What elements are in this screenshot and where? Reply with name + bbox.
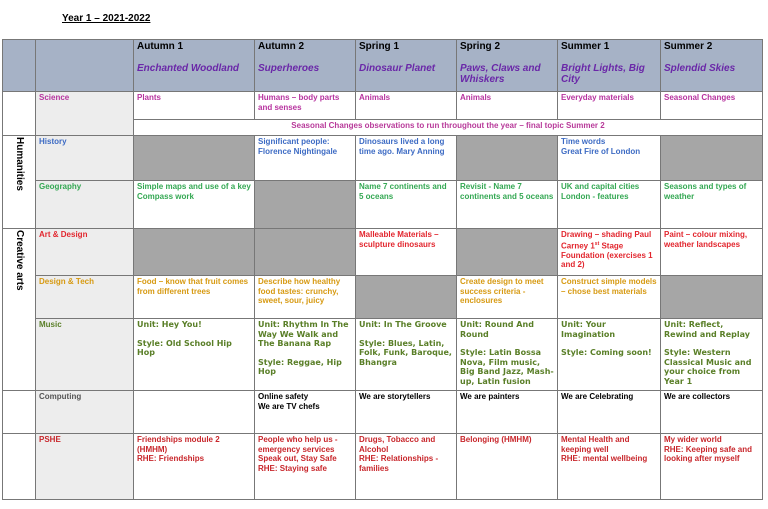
science-cell: Animals [356, 92, 457, 120]
science-cell: Seasonal Changes [661, 92, 763, 120]
header-row [3, 40, 763, 92]
music-cell: Unit: Your Imagination Style: Coming soon! [558, 319, 661, 391]
empty-cell [457, 229, 558, 276]
empty-cell [134, 229, 255, 276]
science-cell: Plants [134, 92, 255, 120]
music-row [3, 319, 763, 391]
music-cell: Unit: Reflect, Rewind and Replay Style: Western Classical Music and your choice from Year 1 [661, 319, 763, 391]
computing-cell: We are Celebrating [558, 391, 661, 434]
empty-cell [134, 391, 255, 434]
empty-cell [255, 229, 356, 276]
dt-row [3, 276, 763, 319]
subject-music: Music [36, 319, 134, 391]
geography-row [3, 181, 763, 229]
pshe-cell: Belonging (HMHM) [457, 434, 558, 500]
pshe-cell: Friendships module 2 (HMHM) RHE: Friendships [134, 434, 255, 500]
music-cell: Unit: Hey You! Style: Old School Hip Hop [134, 319, 255, 391]
computing-cell: We are storytellers [356, 391, 457, 434]
pshe-row [3, 434, 763, 500]
art-row [3, 229, 763, 276]
subject-pshe: PSHE [36, 434, 134, 500]
empty-cell [255, 181, 356, 229]
computing-cell: Online safety We are TV chefs [255, 391, 356, 434]
dt-cell: Create design to meet success criteria - enclosures [457, 276, 558, 319]
group-humanities: Humanities [3, 136, 36, 229]
document-title: Year 1 – 2021-2022 [62, 13, 151, 24]
term-header-autumn-2: Autumn 2 Superheroes [255, 40, 356, 92]
subject-art-design: Art & Design [36, 229, 134, 276]
curriculum-table [2, 39, 763, 500]
pshe-cell: Drugs, Tobacco and Alcohol RHE: Relationships - families [356, 434, 457, 500]
header-blank [36, 40, 134, 92]
empty-cell [661, 136, 763, 181]
science-cell: Humans – body parts and senses [255, 92, 356, 120]
history-cell: Time words Great Fire of London [558, 136, 661, 181]
term-header-spring-1: Spring 1 Dinosaur Planet [356, 40, 457, 92]
science-cell: Animals [457, 92, 558, 120]
header-blank [3, 40, 36, 92]
pshe-cell: Mental Health and keeping well RHE: mental wellbeing [558, 434, 661, 500]
science-cell: Everyday materials [558, 92, 661, 120]
geography-cell: Simple maps and use of a key Compass work [134, 181, 255, 229]
art-cell: Malleable Materials – sculpture dinosaurs [356, 229, 457, 276]
art-cell: Paint – colour mixing, weather landscapes [661, 229, 763, 276]
group-creative-arts: Creative arts [3, 229, 36, 391]
pshe-cell: My wider world RHE: Keeping safe and looking after myself [661, 434, 763, 500]
subject-design-tech: Design & Tech [36, 276, 134, 319]
geography-cell: Seasons and types of weather [661, 181, 763, 229]
science-note: Seasonal Changes observations to run throughout the year – final topic Summer 2 [134, 120, 763, 136]
term-header-summer-1: Summer 1 Bright Lights, Big City [558, 40, 661, 92]
subject-science: Science [36, 92, 134, 136]
term-header-spring-2: Spring 2 Paws, Claws and Whiskers [457, 40, 558, 92]
term-header-autumn-1: Autumn 1 Enchanted Woodland [134, 40, 255, 92]
empty-cell [457, 136, 558, 181]
subject-geography: Geography [36, 181, 134, 229]
music-cell: Unit: Rhythm In The Way We Walk and The Banana Rap Style: Reggae, Hip Hop [255, 319, 356, 391]
term-header-summer-2: Summer 2 Splendid Skies [661, 40, 763, 92]
geography-cell: Revisit - Name 7 continents and 5 oceans [457, 181, 558, 229]
dt-cell: Describe how healthy food tastes: crunchy, sweet, sour, juicy [255, 276, 356, 319]
empty-cell [134, 136, 255, 181]
geography-cell: UK and capital cities London - features [558, 181, 661, 229]
dt-cell: Construct simple models – chose best materials [558, 276, 661, 319]
computing-cell: We are collectors [661, 391, 763, 434]
music-cell: Unit: Round And Round Style: Latin Bossa Nova, Film music, Big Band Jazz, Mash-up, Latin fusion [457, 319, 558, 391]
music-cell: Unit: In The Groove Style: Blues, Latin, Folk, Funk, Baroque, Bhangra [356, 319, 457, 391]
geography-cell: Name 7 continents and 5 oceans [356, 181, 457, 229]
empty-cell [356, 276, 457, 319]
science-row [3, 92, 763, 120]
history-cell: Dinosaurs lived a long time ago. Mary Anning [356, 136, 457, 181]
subject-computing: Computing [36, 391, 134, 434]
computing-cell: We are painters [457, 391, 558, 434]
art-cell: Drawing – shading Paul Carney 1st Stage Foundation (exercises 1 and 2) [558, 229, 661, 276]
group-blank [3, 391, 36, 434]
group-blank [3, 434, 36, 500]
pshe-cell: People who help us - emergency services Speak out, Stay Safe RHE: Staying safe [255, 434, 356, 500]
history-row [3, 136, 763, 181]
group-blank [3, 92, 36, 136]
history-cell: Significant people: Florence Nightingale [255, 136, 356, 181]
computing-row [3, 391, 763, 434]
empty-cell [661, 276, 763, 319]
subject-history: History [36, 136, 134, 181]
dt-cell: Food – know that fruit comes from different trees [134, 276, 255, 319]
